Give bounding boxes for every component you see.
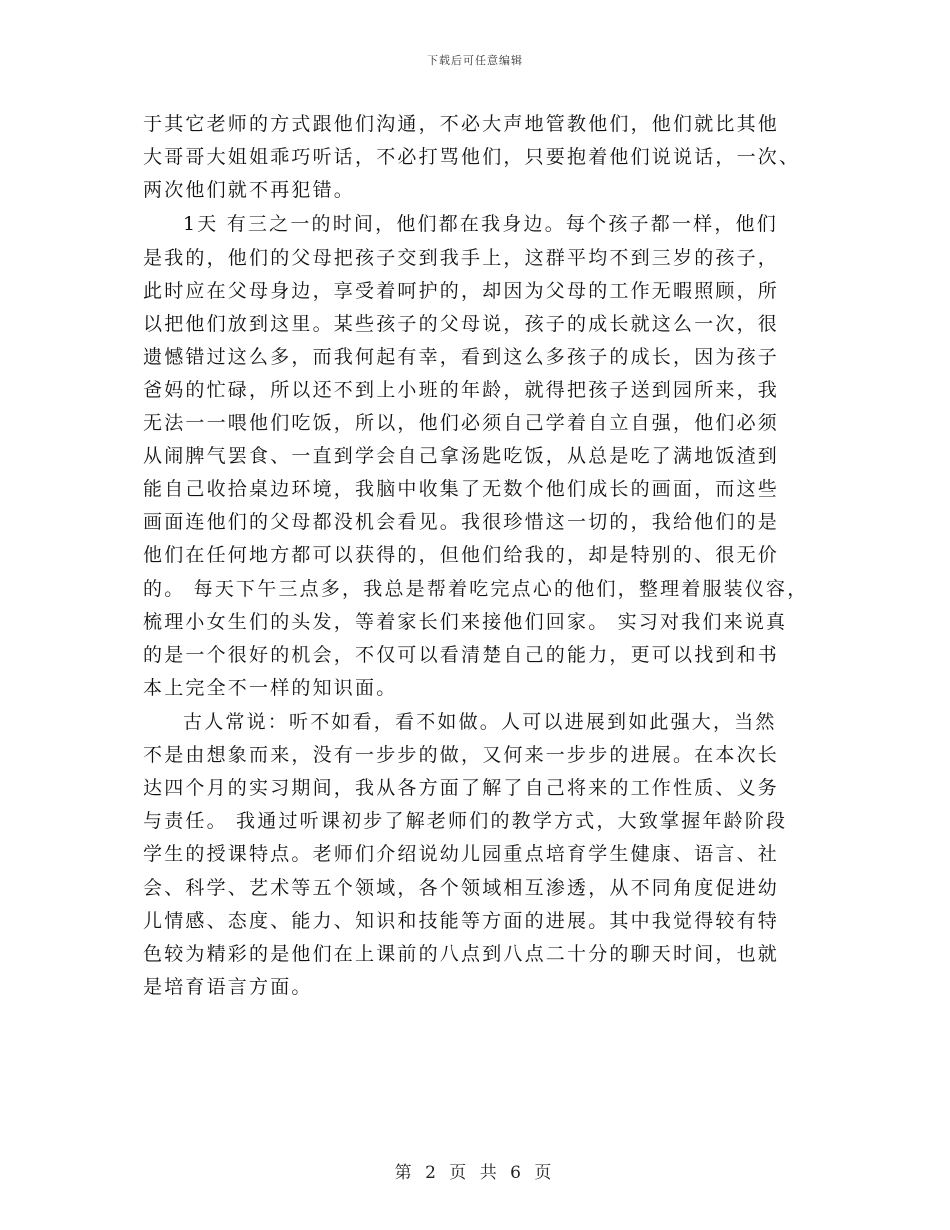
text-line: 古人常说：听不如看，看不如做。人可以进展到如此强大，当然 bbox=[183, 711, 777, 734]
text-line: 达四个月的实习期间，我从各方面了解了自己将来的工作性质、义务 bbox=[143, 777, 780, 800]
text-line: 他们在任何地方都可以获得的，但他们给我的，却是特别的、很无价 bbox=[143, 544, 780, 567]
paragraph bbox=[143, 706, 818, 1004]
text-line: 本上完全不一样的知识面。 bbox=[143, 676, 398, 699]
text-line: 会、科学、艺术等五个领域，各个领域相互渗透，从不同角度促进幼 bbox=[143, 876, 780, 899]
text-line: 画面连他们的父母都没机会看见。我很珍惜这一切的，我给他们的是 bbox=[143, 511, 780, 534]
text-line: 爸妈的忙碌，所以还不到上小班的年龄，就得把孩子送到园所来，我 bbox=[143, 378, 780, 401]
paragraph bbox=[143, 108, 818, 207]
text-line: 大哥哥大姐姐乖巧听话，不必打骂他们，只要抱着他们说说话，一次、 bbox=[143, 146, 801, 169]
text-line: 色较为精彩的是他们在上课前的八点到八点二十分的聊天时间，也就 bbox=[143, 942, 780, 965]
text-line: 以把他们放到这里。某些孩子的父母说，孩子的成长就这么一次，很 bbox=[143, 312, 780, 335]
text-line: 从闹脾气罢食、一直到学会自己拿汤匙吃饭，从总是吃了满地饭渣到 bbox=[143, 445, 780, 468]
text-line: 不是由想象而来，没有一步步的做，又何来一步步的进展。在本次长 bbox=[143, 744, 780, 767]
text-line: 的。 每天下午三点多，我总是帮着吃完点心的他们，整理着服装仪容， bbox=[143, 577, 809, 600]
paragraph bbox=[143, 208, 818, 704]
text-line: 能自己收拾桌边环境，我脑中收集了无数个他们成长的画面，而这些 bbox=[143, 478, 780, 501]
text-line: 的是一个很好的机会，不仅可以看清楚自己的能力，更可以找到和书 bbox=[143, 643, 780, 666]
text-line: 学生的授课特点。老师们介绍说幼儿园重点培育学生健康、语言、社 bbox=[143, 843, 780, 866]
text-line: 与责任。 我通过听课初步了解老师们的教学方式，大致掌握年龄阶段 bbox=[143, 810, 788, 833]
text-line: 是我的，他们的父母把孩子交到我手上，这群平均不到三岁的孩子， bbox=[143, 246, 780, 269]
text-line: 无法一一喂他们吃饭，所以，他们必须自己学着自立自强，他们必须 bbox=[143, 412, 780, 435]
text-line: 遗憾错过这么多，而我何起有幸，看到这么多孩子的成长，因为孩子 bbox=[143, 345, 780, 368]
text-line: 是培育语言方面。 bbox=[143, 975, 313, 998]
document-body bbox=[143, 108, 818, 1004]
text-line: 于其它老师的方式跟他们沟通，不必大声地管教他们，他们就比其他 bbox=[143, 113, 780, 135]
text-line: 1天 有三之一的时间，他们都在我身边。每个孩子都一样，他们 bbox=[183, 213, 778, 236]
page-number: 第 2 页 共 6 页 bbox=[394, 1163, 556, 1183]
text-line: 儿情感、态度、能力、知识和技能等方面的进展。其中我觉得较有特 bbox=[143, 909, 780, 932]
page-header: 下载后可任意编辑 bbox=[427, 54, 523, 67]
text-line: 梳理小女生们的头发，等着家长们来接他们回家。 实习对我们来说真 bbox=[143, 610, 788, 633]
text-line: 两次他们就不再犯错。 bbox=[143, 179, 356, 202]
text-line: 此时应在父母身边，享受着呵护的，却因为父母的工作无暇照顾，所 bbox=[143, 279, 780, 302]
